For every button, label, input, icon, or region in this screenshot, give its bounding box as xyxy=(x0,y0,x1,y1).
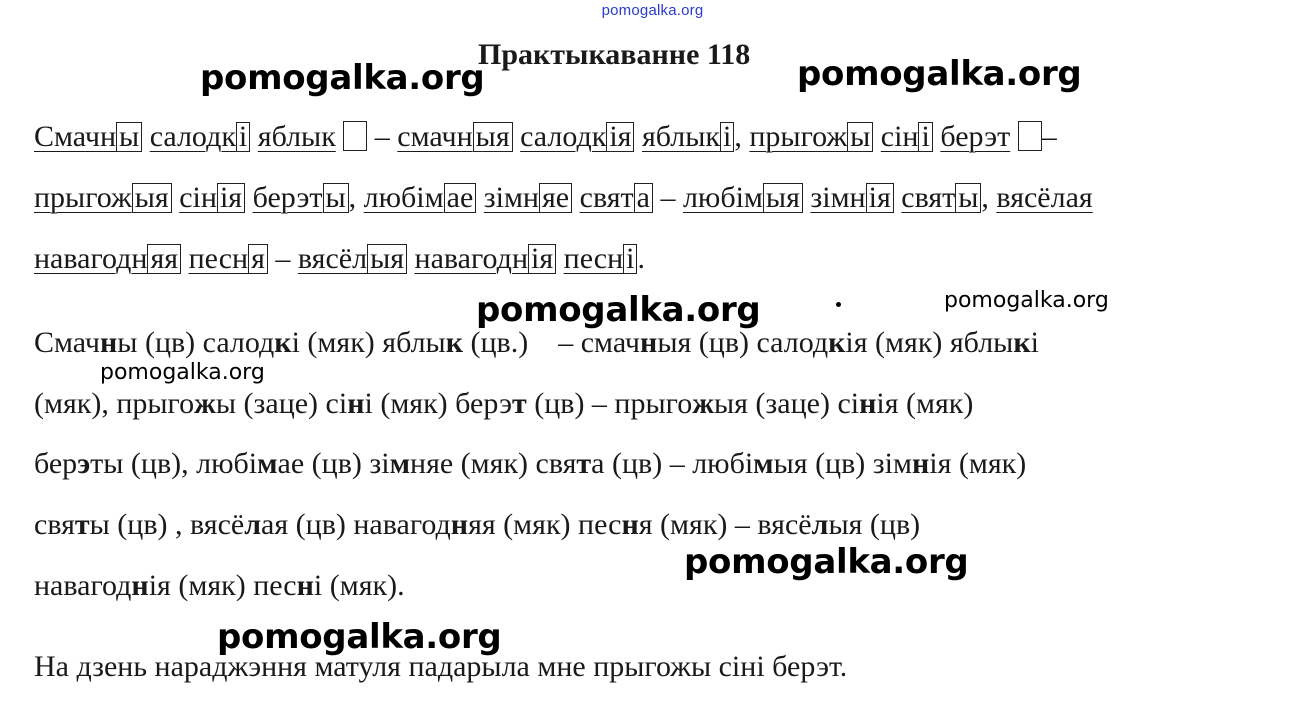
top-watermark: pomogalka.org xyxy=(601,2,704,19)
analysis-line-3: берэты (цв), любімае (цв) зімняе (мяк) свята (цв) – любімыя (цв) зімнія (мяк) xyxy=(34,447,1027,480)
exercise-line-3: навагодн яя песн я – вясёл ыя навагодн ія песн і . xyxy=(34,242,645,275)
sentence: На дзень нараджэння матуля падарыла мне прыгожы сіні берэт. xyxy=(34,650,848,683)
exercise-line-1: Смачн ы салодк і яблык – смачн ыя салодк ія яблык і , прыгож ы сін і берэт – xyxy=(34,120,1057,153)
watermark: pomogalka.org xyxy=(217,617,502,657)
page-title: Практыкаванне 118 xyxy=(478,38,751,71)
watermark: pomogalka.org xyxy=(944,288,1109,313)
watermark: pomogalka.org xyxy=(200,58,485,98)
analysis-line-5: навагоднія (мяк) песні (мяк). xyxy=(34,569,405,602)
watermark: pomogalka.org xyxy=(476,290,761,330)
exercise-line-2: прыгож ыя сін ія берэт ы , любім ае зімн яе свят а – любім ыя зімн ія свят ы , вясёлая xyxy=(34,181,1093,214)
watermark: pomogalka.org xyxy=(797,54,1082,94)
watermark: pomogalka.org xyxy=(684,542,969,582)
stray-dot xyxy=(836,302,841,307)
analysis-line-2: (мяк), прыгожы (заце) сіні (мяк) берэт (цв) – прыгожыя (заце) сінія (мяк) xyxy=(34,387,974,420)
analysis-line-4: святы (цв) , вясёлая (цв) навагодняя (мяк) песня (мяк) – вясёлыя (цв) xyxy=(34,508,921,541)
watermark: pomogalka.org xyxy=(100,360,265,385)
analysis-line-1: Смачны (цв) салодкі (мяк) яблык (цв.) – смачныя (цв) салодкія (мяк) яблыкі xyxy=(34,326,1039,359)
